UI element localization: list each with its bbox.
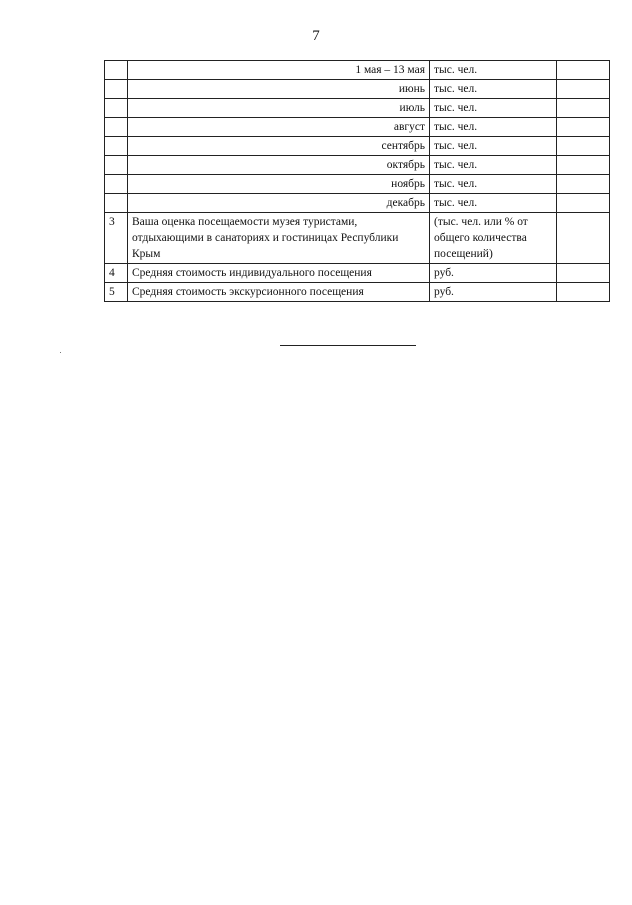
unit-cell: тыс. чел. <box>430 61 557 80</box>
value-cell[interactable] <box>557 283 610 302</box>
table-row-month <box>105 99 610 118</box>
unit-cell: тыс. чел. <box>430 99 557 118</box>
value-cell[interactable] <box>557 175 610 194</box>
month-label: сентябрь <box>128 137 430 156</box>
value-cell[interactable] <box>557 99 610 118</box>
table-row-item <box>105 213 610 264</box>
table-row-month <box>105 61 610 80</box>
table-row-month <box>105 118 610 137</box>
value-cell[interactable] <box>557 264 610 283</box>
table-row-month <box>105 175 610 194</box>
table-row-item <box>105 283 610 302</box>
month-label: декабрь <box>128 194 430 213</box>
value-cell[interactable] <box>557 213 610 264</box>
table-row-month <box>105 156 610 175</box>
unit-cell: тыс. чел. <box>430 175 557 194</box>
unit-cell: руб. <box>430 283 557 302</box>
value-cell[interactable] <box>557 156 610 175</box>
month-label: июль <box>128 99 430 118</box>
row-number-cell <box>105 175 128 194</box>
month-label: август <box>128 118 430 137</box>
unit-cell: тыс. чел. <box>430 80 557 99</box>
unit-cell: (тыс. чел. или % от общего количества посещений) <box>430 213 557 264</box>
value-cell[interactable] <box>557 80 610 99</box>
item-text: Ваша оценка посещаемости музея туристами, отдыхающими в санаториях и гостиницах Республики Крым <box>128 213 430 264</box>
table-row-month <box>105 137 610 156</box>
end-divider-line <box>280 345 416 346</box>
item-text: Средняя стоимость экскурсионного посещения <box>128 283 430 302</box>
row-number-cell <box>105 61 128 80</box>
table-row-item <box>105 264 610 283</box>
unit-cell: руб. <box>430 264 557 283</box>
row-number-cell: 3 <box>105 213 128 264</box>
month-label: 1 мая – 13 мая <box>128 61 430 80</box>
table-row-month <box>105 80 610 99</box>
page-number: 7 <box>312 28 320 44</box>
row-number-cell: 5 <box>105 283 128 302</box>
value-cell[interactable] <box>557 118 610 137</box>
row-number-cell: 4 <box>105 264 128 283</box>
row-number-cell <box>105 156 128 175</box>
value-cell[interactable] <box>557 61 610 80</box>
month-label: ноябрь <box>128 175 430 194</box>
scan-speck <box>60 352 61 353</box>
unit-cell: тыс. чел. <box>430 118 557 137</box>
month-label: октябрь <box>128 156 430 175</box>
row-number-cell <box>105 118 128 137</box>
value-cell[interactable] <box>557 194 610 213</box>
survey-table <box>104 60 610 302</box>
row-number-cell <box>105 194 128 213</box>
row-number-cell <box>105 80 128 99</box>
unit-cell: тыс. чел. <box>430 156 557 175</box>
row-number-cell <box>105 99 128 118</box>
table-row-month <box>105 194 610 213</box>
unit-cell: тыс. чел. <box>430 137 557 156</box>
unit-cell: тыс. чел. <box>430 194 557 213</box>
month-label: июнь <box>128 80 430 99</box>
item-text: Средняя стоимость индивидуального посещения <box>128 264 430 283</box>
row-number-cell <box>105 137 128 156</box>
value-cell[interactable] <box>557 137 610 156</box>
